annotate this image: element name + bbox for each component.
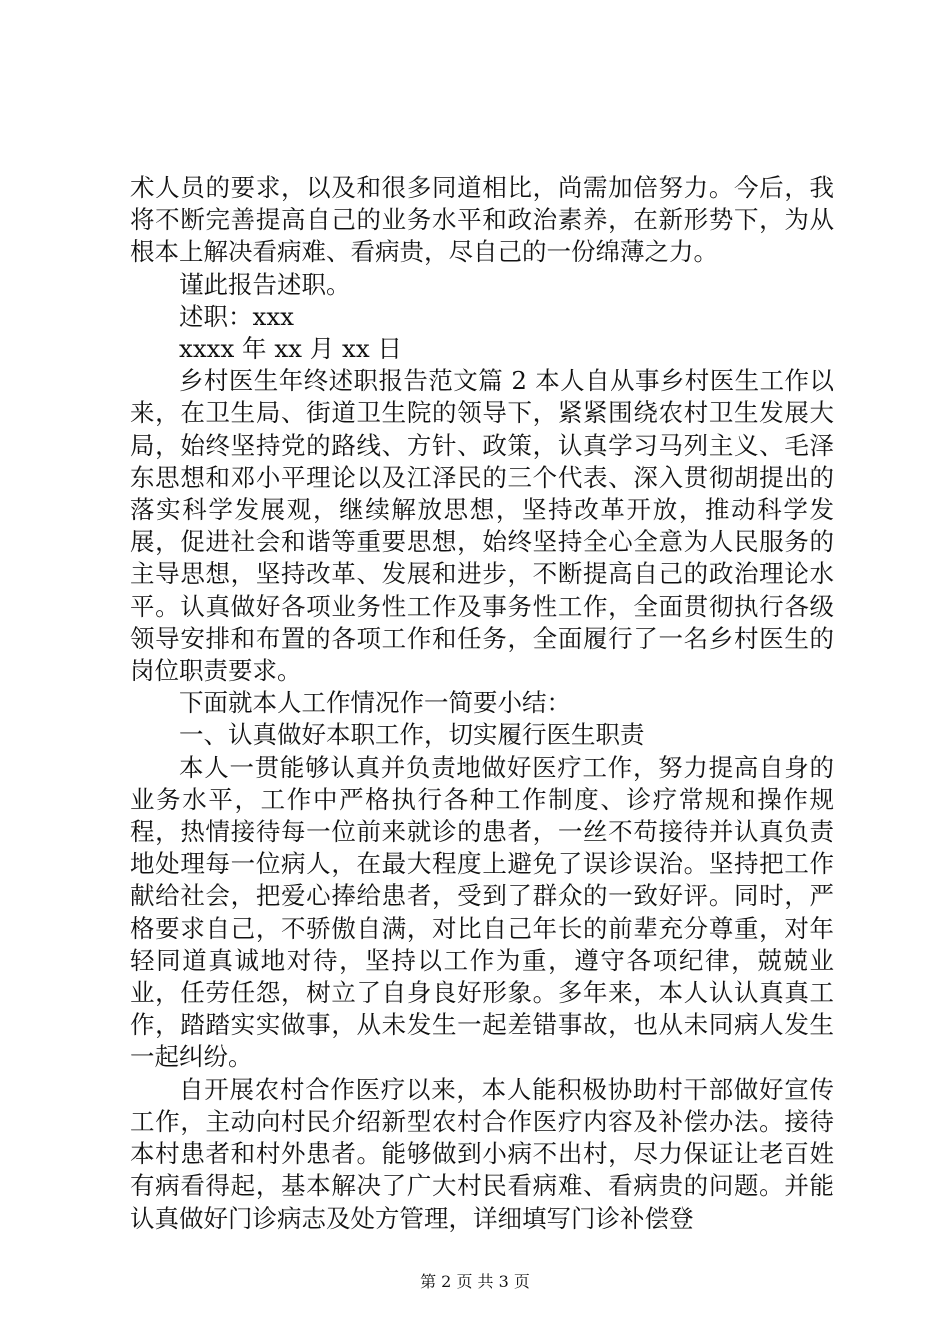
paragraph-signature: 述职：xxx (179, 301, 294, 331)
section-heading-1: 一、认真做好本职工作，切实履行医生职责 (179, 720, 645, 750)
paragraph-duties: 本人一贯能够认真并负责地做好医疗工作，努力提高自身的业务水平，工作中严格执行各种工作制度、诊疗常规和操作规程，热情接待每一位前来就诊的患者，一丝不苟接待并认真负责地处理每一位病人，在最大程度上避免了误诊误治。坚持把工作献给社会，把爱心捧给患者，受到了群众的一致好评。同时，严格要求自己，不骄傲自满，对比自己年长的前辈充分尊重，对年轻同道真诚地对待，坚持以工作为重，遵守各项纪律，兢兢业业，任劳任怨，树立了自身良好形象。多年来，本人认认真真工作，踏踏实实做事，从未发生一起差错事故，也从未同病人发生一起纠纷。 (130, 752, 834, 1072)
paragraph-cooperative-medical: 自开展农村合作医疗以来，本人能积极协助村干部做好宣传工作，主动向村民介绍新型农村合作医疗内容及补偿办法。接待本村患者和村外患者。能够做到小病不出村，尽力保证让老百姓有病看得起，基本解决了广大村民看病难、看病贵的问题。并能认真做好门诊病志及处方管理，详细填写门诊补偿登 (130, 1074, 834, 1233)
document-body (130, 172, 834, 1235)
page-footer: 第 2 页 共 3 页 (420, 1272, 530, 1291)
paragraph-closing: 谨此报告述职。 (179, 269, 351, 299)
paragraph-article-2-intro: 乡村医生年终述职报告范文篇 2 本人自从事乡村医生工作以来，在卫生局、街道卫生院的领导下，紧紧围绕农村卫生发展大局，始终坚持党的路线、方针、政策，认真学习马列主义、毛泽东思想和邓小平理论以及江泽民的三个代表、深入贯彻胡提出的落实科学发展观，继续解放思想，坚持改革开放，推动科学发展，促进社会和谐等重要思想，始终坚持全心全意为人民服务的主导思想，坚持改革、发展和进步，不断提高自己的政治理论水平。认真做好各项业务性工作及事务性工作，全面贯彻执行各级领导安排和布置的各项工作和任务，全面履行了一名乡村医生的岗位职责要求。 (130, 366, 834, 686)
paragraph-continuation: 术人员的要求，以及和很多同道相比，尚需加倍努力。今后，我将不断完善提高自己的业务水平和政治素养，在新形势下，为从根本上解决看病难、看病贵，尽自己的一份绵薄之力。 (130, 173, 834, 267)
paragraph-date: xxxx 年 xx 月 xx 日 (179, 334, 402, 364)
paragraph-summary-lead: 下面就本人工作情况作一简要小结： (179, 688, 571, 718)
